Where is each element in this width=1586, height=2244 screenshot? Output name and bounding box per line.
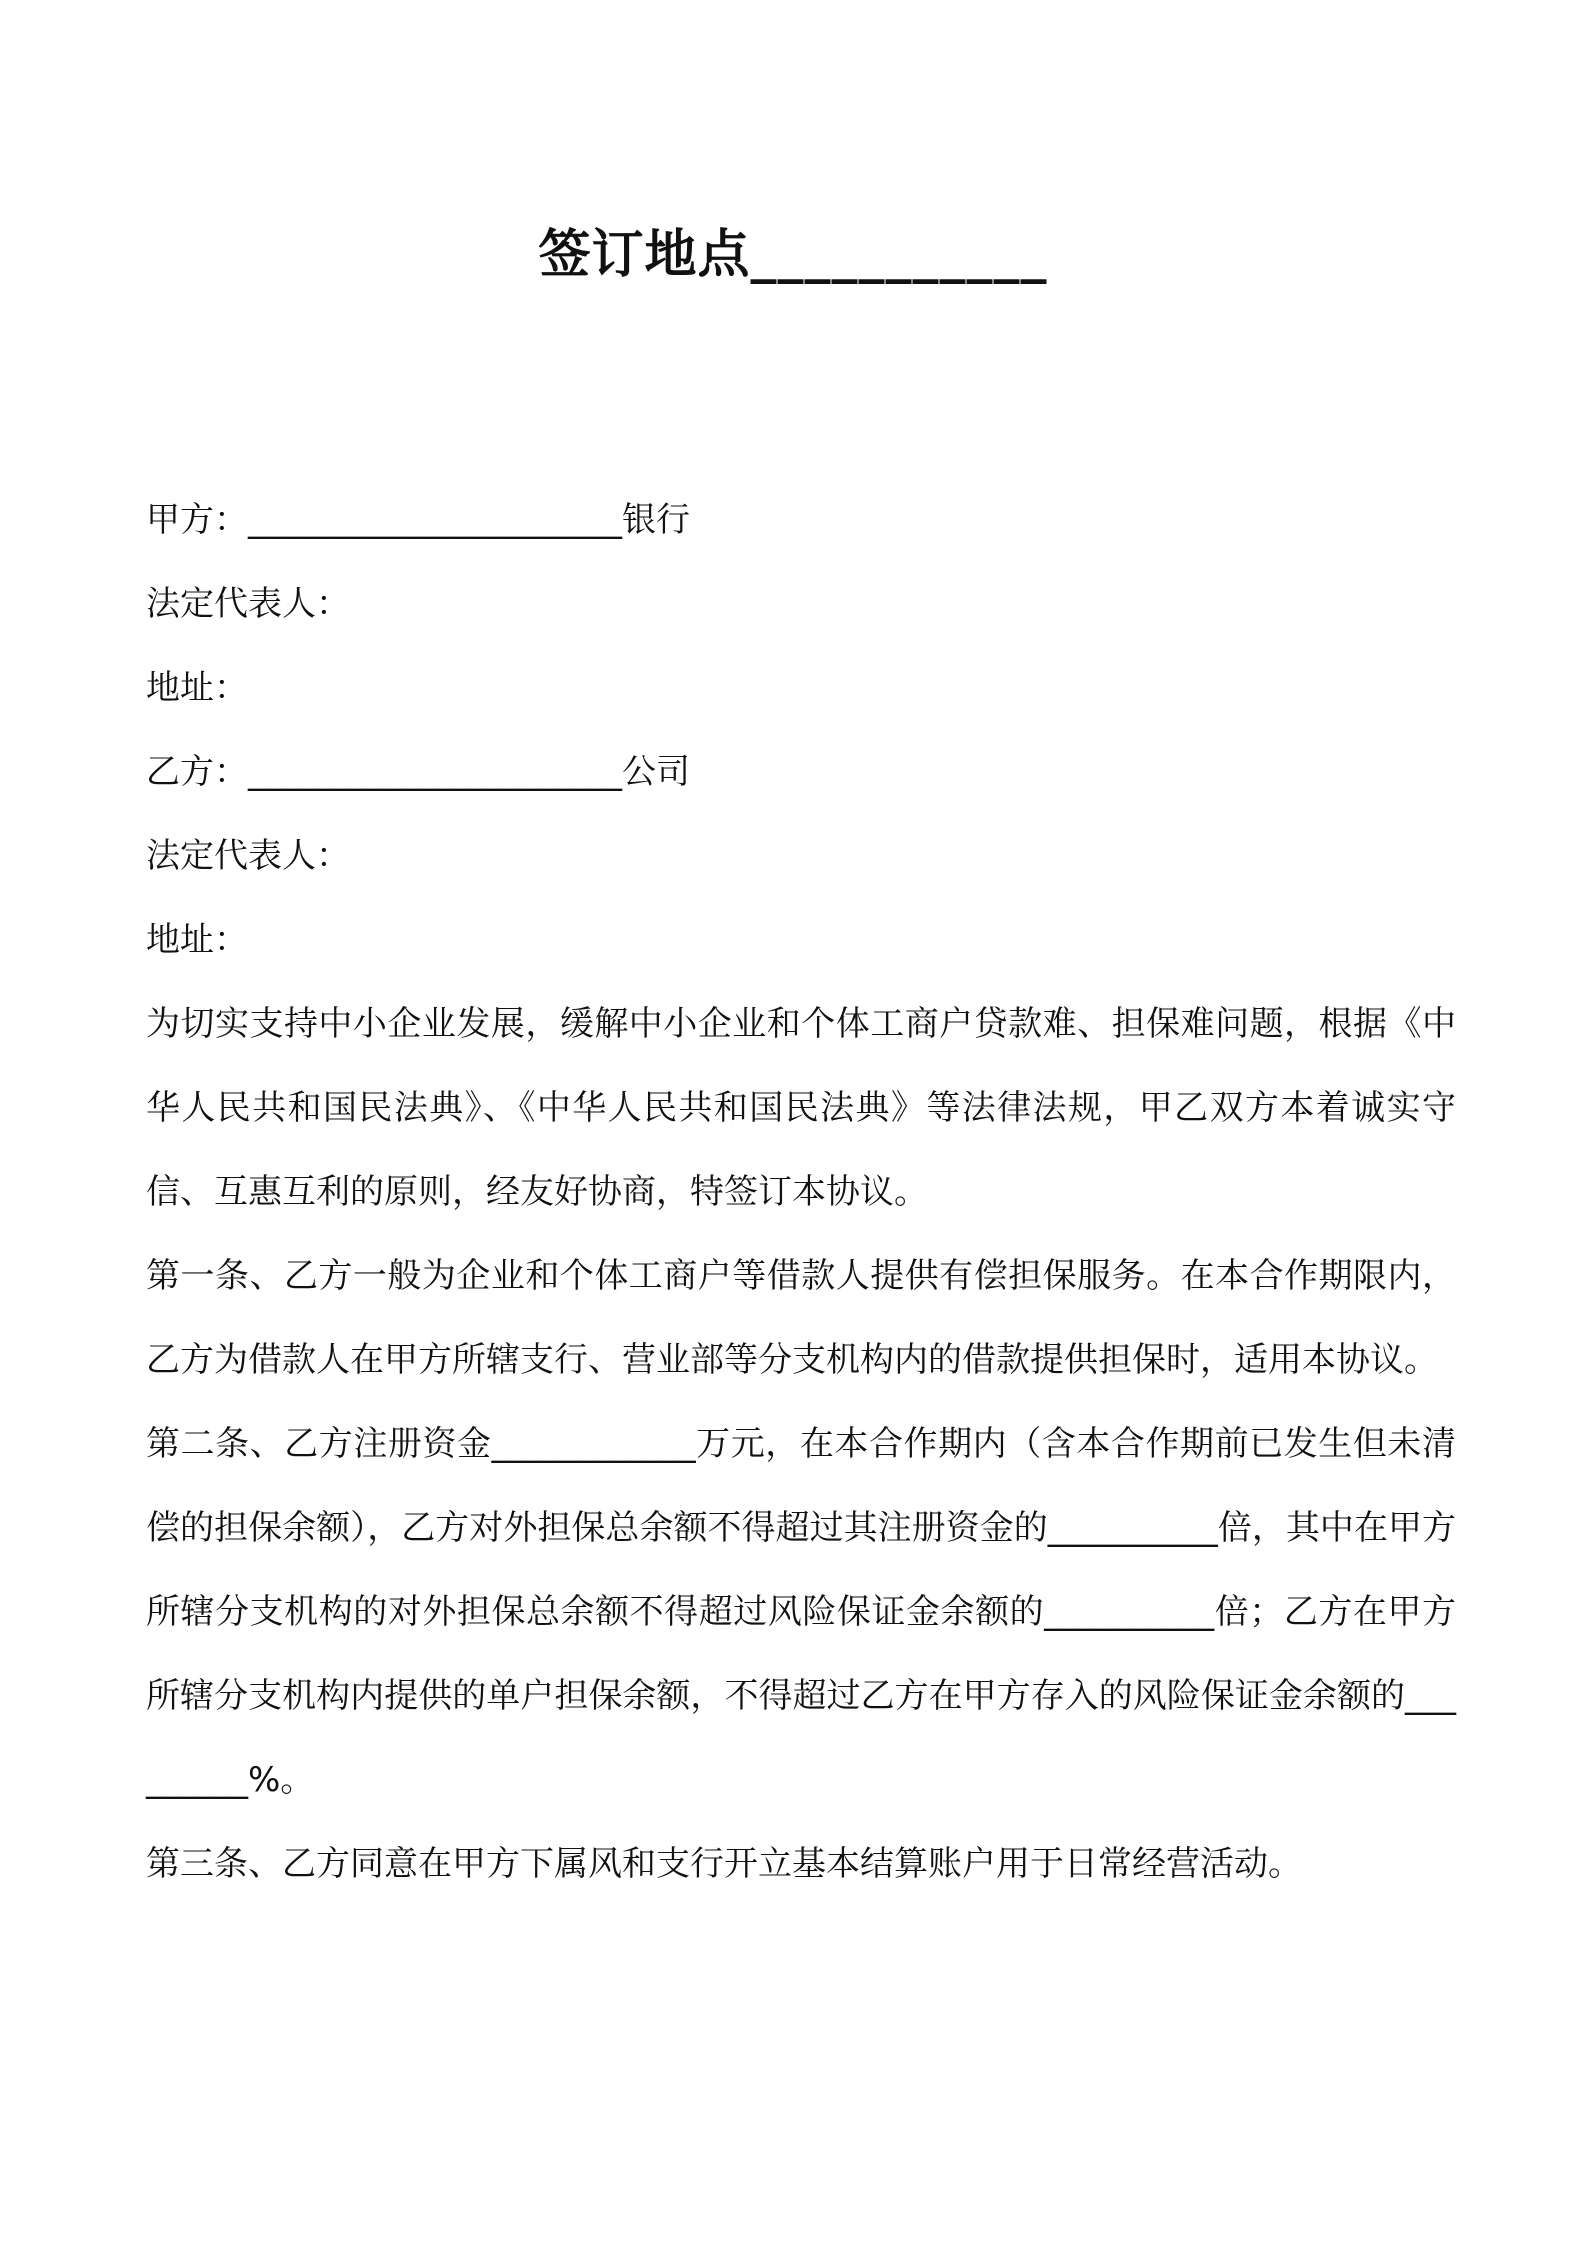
document-title: 签订地点___________	[538, 225, 1048, 285]
party-b-address: 地址：	[146, 920, 248, 960]
party-b-representative: 法定代表人：	[146, 836, 350, 876]
party-a-address: 地址：	[146, 668, 248, 708]
document-body	[146, 478, 1456, 1906]
article-3-paragraph: 第三条、乙方同意在甲方下属风和支行开立基本结算账户用于日常经营活动。	[146, 1844, 1302, 1884]
party-a-representative: 法定代表人：	[146, 584, 350, 624]
preamble-paragraph: 为切实支持中小企业发展，缓解中小企业和个体工商户贷款难、担保难问题，根据《中华人民共和国民法典》、《中华人民共和国民法典》等法律法规，甲乙双方本着诚实守信、互惠互利的原则，经友好协商，特签订本协议。	[146, 1004, 1456, 1212]
party-b-line: 乙方：______________________公司	[146, 752, 690, 792]
article-1-paragraph: 第一条、乙方一般为企业和个体工商户等借款人提供有偿担保服务。在本合作期限内，乙方为借款人在甲方所辖支行、营业部等分支机构内的借款提供担保时，适用本协议。	[146, 1256, 1456, 1380]
article-2-paragraph: 第二条、乙方注册资金____________万元，在本合作期内（含本合作期前已发生但未清偿的担保余额），乙方对外担保总余额不得超过其注册资金的__________倍，其中在甲方所辖分支机构的对外担保总余额不得超过风险保证金余额的__________倍；乙方在甲方所辖分支机构内提供的单户担保余额，不得超过乙方在甲方存入的风险保证金余额的_________%。	[146, 1424, 1456, 1800]
party-a-line: 甲方：______________________银行	[146, 500, 690, 540]
